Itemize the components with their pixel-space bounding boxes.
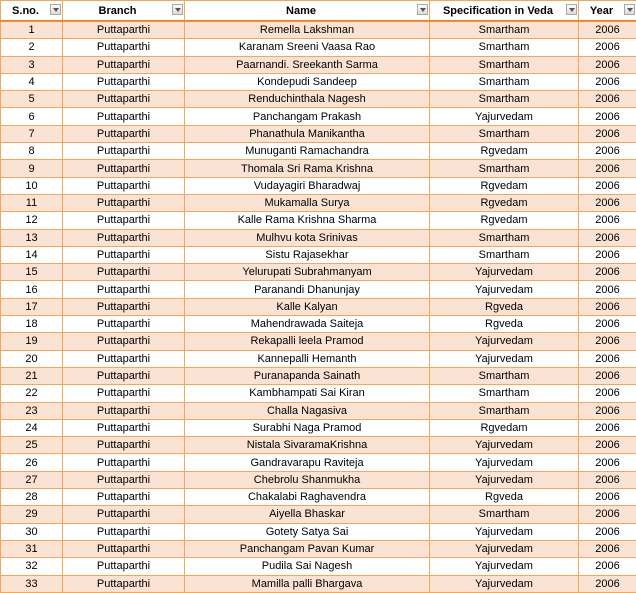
specification-cell[interactable]: Rgvedam	[430, 212, 579, 229]
col-header-sno[interactable]	[1, 1, 63, 22]
branch-cell[interactable]: Puttaparthi	[63, 281, 185, 298]
year-cell[interactable]: 2006	[579, 316, 636, 333]
name-cell[interactable]: Chakalabi Raghavendra	[185, 489, 430, 506]
specification-cell[interactable]: Yajurvedam	[430, 540, 579, 557]
table-row	[1, 471, 636, 488]
sno-cell[interactable]: 14	[1, 246, 63, 263]
specification-cell[interactable]: Yajurvedam	[430, 264, 579, 281]
sno-cell[interactable]: 22	[1, 385, 63, 402]
name-cell[interactable]: Puranapanda Sainath	[185, 367, 430, 384]
year-cell[interactable]: 2006	[579, 333, 636, 350]
branch-cell[interactable]: Puttaparthi	[63, 246, 185, 263]
branch-cell[interactable]: Puttaparthi	[63, 471, 185, 488]
header-row	[1, 1, 636, 22]
name-cell[interactable]: Yelurupati Subrahmanyam	[185, 264, 430, 281]
year-cell[interactable]: 2006	[579, 454, 636, 471]
specification-cell[interactable]: Yajurvedam	[430, 350, 579, 367]
year-cell[interactable]: 2006	[579, 125, 636, 142]
sno-cell[interactable]: 2	[1, 39, 63, 56]
branch-cell[interactable]: Puttaparthi	[63, 523, 185, 540]
sno-cell[interactable]: 10	[1, 177, 63, 194]
table-row	[1, 194, 636, 211]
table-row	[1, 489, 636, 506]
sno-cell[interactable]: 3	[1, 56, 63, 73]
sno-cell[interactable]: 15	[1, 264, 63, 281]
table-row	[1, 454, 636, 471]
year-cell[interactable]: 2006	[579, 471, 636, 488]
sno-cell[interactable]: 28	[1, 489, 63, 506]
year-cell[interactable]: 2006	[579, 298, 636, 315]
name-cell[interactable]: Gandravarapu Raviteja	[185, 454, 430, 471]
branch-cell[interactable]: Puttaparthi	[63, 160, 185, 177]
branch-cell[interactable]: Puttaparthi	[63, 108, 185, 125]
table-row	[1, 39, 636, 56]
year-cell[interactable]: 2006	[579, 73, 636, 90]
col-header-specification[interactable]	[430, 1, 579, 22]
table-row	[1, 540, 636, 557]
table-row	[1, 73, 636, 90]
sno-cell[interactable]: 27	[1, 471, 63, 488]
branch-cell[interactable]: Puttaparthi	[63, 489, 185, 506]
year-cell[interactable]: 2006	[579, 402, 636, 419]
table-row	[1, 419, 636, 436]
name-cell[interactable]: Paranandi Dhanunjay	[185, 281, 430, 298]
table-row	[1, 523, 636, 540]
name-cell[interactable]: Aiyella Bhaskar	[185, 506, 430, 523]
branch-cell[interactable]: Puttaparthi	[63, 73, 185, 90]
specification-cell[interactable]: Rgveda	[430, 316, 579, 333]
table-row	[1, 558, 636, 575]
branch-cell[interactable]: Puttaparthi	[63, 212, 185, 229]
table-row	[1, 143, 636, 160]
filter-dropdown-icon[interactable]	[172, 4, 183, 15]
table-header	[1, 1, 636, 22]
specification-cell[interactable]: Rgveda	[430, 489, 579, 506]
branch-cell[interactable]: Puttaparthi	[63, 229, 185, 246]
branch-cell[interactable]: Puttaparthi	[63, 264, 185, 281]
sno-cell[interactable]: 26	[1, 454, 63, 471]
table-row	[1, 108, 636, 125]
year-cell[interactable]: 2006	[579, 229, 636, 246]
specification-cell[interactable]: Rgvedam	[430, 419, 579, 436]
sno-cell[interactable]: 25	[1, 437, 63, 454]
year-cell[interactable]: 2006	[579, 523, 636, 540]
year-cell[interactable]: 2006	[579, 56, 636, 73]
specification-cell[interactable]: Yajurvedam	[430, 281, 579, 298]
name-cell[interactable]: Mulhvu kota Srinivas	[185, 229, 430, 246]
branch-cell[interactable]: Puttaparthi	[63, 385, 185, 402]
specification-cell[interactable]: Smartham	[430, 246, 579, 263]
year-cell[interactable]: 2006	[579, 385, 636, 402]
sno-cell[interactable]: 8	[1, 143, 63, 160]
year-cell[interactable]: 2006	[579, 246, 636, 263]
sno-cell[interactable]: 32	[1, 558, 63, 575]
table-row	[1, 385, 636, 402]
sno-cell[interactable]: 6	[1, 108, 63, 125]
table-row	[1, 281, 636, 298]
specification-cell[interactable]: Yajurvedam	[430, 454, 579, 471]
name-cell[interactable]: Thomala Sri Rama Krishna	[185, 160, 430, 177]
table-row	[1, 264, 636, 281]
table-row	[1, 437, 636, 454]
table-body	[1, 21, 636, 592]
branch-cell[interactable]: Puttaparthi	[63, 540, 185, 557]
sno-cell[interactable]: 21	[1, 367, 63, 384]
specification-cell[interactable]: Yajurvedam	[430, 558, 579, 575]
branch-cell[interactable]: Puttaparthi	[63, 437, 185, 454]
sno-cell[interactable]: 13	[1, 229, 63, 246]
branch-cell[interactable]: Puttaparthi	[63, 575, 185, 592]
name-cell[interactable]: Panchangam Prakash	[185, 108, 430, 125]
table-row	[1, 21, 636, 39]
year-cell[interactable]: 2006	[579, 350, 636, 367]
branch-cell[interactable]: Puttaparthi	[63, 125, 185, 142]
name-cell[interactable]: Renduchinthala Nagesh	[185, 91, 430, 108]
specification-cell[interactable]: Smartham	[430, 91, 579, 108]
specification-cell[interactable]: Smartham	[430, 73, 579, 90]
name-cell[interactable]: Kondepudi Sandeep	[185, 73, 430, 90]
year-cell[interactable]: 2006	[579, 39, 636, 56]
sno-cell[interactable]: 12	[1, 212, 63, 229]
specification-cell[interactable]: Rgveda	[430, 298, 579, 315]
branch-cell[interactable]: Puttaparthi	[63, 56, 185, 73]
sno-cell[interactable]: 33	[1, 575, 63, 592]
branch-cell[interactable]: Puttaparthi	[63, 298, 185, 315]
year-cell[interactable]: 2006	[579, 575, 636, 592]
year-cell[interactable]: 2006	[579, 264, 636, 281]
name-cell[interactable]: Paarnandi. Sreekanth Sarma	[185, 56, 430, 73]
branch-cell[interactable]: Puttaparthi	[63, 194, 185, 211]
branch-cell[interactable]: Puttaparthi	[63, 350, 185, 367]
branch-cell[interactable]: Puttaparthi	[63, 419, 185, 436]
branch-cell[interactable]: Puttaparthi	[63, 91, 185, 108]
table-row	[1, 298, 636, 315]
table-row	[1, 402, 636, 419]
year-cell[interactable]: 2006	[579, 143, 636, 160]
sno-cell[interactable]: 16	[1, 281, 63, 298]
col-header-label: Year	[590, 5, 613, 17]
table-row	[1, 212, 636, 229]
table-row	[1, 91, 636, 108]
name-cell[interactable]: Mamilla palli Bhargava	[185, 575, 430, 592]
name-cell[interactable]: Surabhi Naga Pramod	[185, 419, 430, 436]
name-cell[interactable]: Mukamalla Surya	[185, 194, 430, 211]
table-row	[1, 56, 636, 73]
branch-cell[interactable]: Puttaparthi	[63, 316, 185, 333]
table-row	[1, 333, 636, 350]
specification-cell[interactable]: Yajurvedam	[430, 333, 579, 350]
col-header-name[interactable]	[185, 1, 430, 22]
specification-cell[interactable]: Yajurvedam	[430, 523, 579, 540]
branch-cell[interactable]: Puttaparthi	[63, 333, 185, 350]
branch-cell[interactable]: Puttaparthi	[63, 506, 185, 523]
sno-cell[interactable]: 23	[1, 402, 63, 419]
year-cell[interactable]: 2006	[579, 212, 636, 229]
sno-cell[interactable]: 29	[1, 506, 63, 523]
table-row	[1, 177, 636, 194]
table-row	[1, 160, 636, 177]
branch-cell[interactable]: Puttaparthi	[63, 21, 185, 39]
year-cell[interactable]: 2006	[579, 194, 636, 211]
specification-cell[interactable]: Smartham	[430, 229, 579, 246]
sno-cell[interactable]: 4	[1, 73, 63, 90]
specification-cell[interactable]: Rgvedam	[430, 143, 579, 160]
sno-cell[interactable]: 18	[1, 316, 63, 333]
sno-cell[interactable]: 9	[1, 160, 63, 177]
specification-cell[interactable]: Yajurvedam	[430, 108, 579, 125]
name-cell[interactable]: Kalle Kalyan	[185, 298, 430, 315]
specification-cell[interactable]: Rgvedam	[430, 194, 579, 211]
sno-cell[interactable]: 24	[1, 419, 63, 436]
branch-cell[interactable]: Puttaparthi	[63, 402, 185, 419]
name-cell[interactable]: Vudayagiri Bharadwaj	[185, 177, 430, 194]
branch-cell[interactable]: Puttaparthi	[63, 39, 185, 56]
year-cell[interactable]: 2006	[579, 21, 636, 39]
table-row	[1, 350, 636, 367]
sno-cell[interactable]: 20	[1, 350, 63, 367]
name-cell[interactable]: Rekapalli leela Pramod	[185, 333, 430, 350]
table-row	[1, 575, 636, 592]
col-header-branch[interactable]	[63, 1, 185, 22]
name-cell[interactable]: Kambhampati Sai Kiran	[185, 385, 430, 402]
specification-cell[interactable]: Smartham	[430, 506, 579, 523]
year-cell[interactable]: 2006	[579, 437, 636, 454]
year-cell[interactable]: 2006	[579, 506, 636, 523]
specification-cell[interactable]: Rgvedam	[430, 177, 579, 194]
table-row	[1, 125, 636, 142]
table-row	[1, 367, 636, 384]
branch-cell[interactable]: Puttaparthi	[63, 177, 185, 194]
year-cell[interactable]: 2006	[579, 540, 636, 557]
col-header-label: S.no.	[12, 5, 39, 17]
year-cell[interactable]: 2006	[579, 419, 636, 436]
specification-cell[interactable]: Smartham	[430, 125, 579, 142]
name-cell[interactable]: Karanam Sreeni Vaasa Rao	[185, 39, 430, 56]
year-cell[interactable]: 2006	[579, 108, 636, 125]
sno-cell[interactable]: 31	[1, 540, 63, 557]
specification-cell[interactable]: Smartham	[430, 160, 579, 177]
specification-cell[interactable]: Smartham	[430, 56, 579, 73]
specification-cell[interactable]: Yajurvedam	[430, 437, 579, 454]
specification-cell[interactable]: Smartham	[430, 402, 579, 419]
name-cell[interactable]: Kannepalli Hemanth	[185, 350, 430, 367]
specification-cell[interactable]: Smartham	[430, 385, 579, 402]
name-cell[interactable]: Pudila Sai Nagesh	[185, 558, 430, 575]
table-row	[1, 246, 636, 263]
year-cell[interactable]: 2006	[579, 367, 636, 384]
branch-cell[interactable]: Puttaparthi	[63, 143, 185, 160]
name-cell[interactable]: Kalle Rama Krishna Sharma	[185, 212, 430, 229]
name-cell[interactable]: Challa Nagasiva	[185, 402, 430, 419]
col-header-year[interactable]	[579, 1, 636, 22]
sno-cell[interactable]: 7	[1, 125, 63, 142]
col-header-label: Specification in Veda	[443, 5, 553, 17]
specification-cell[interactable]: Smartham	[430, 367, 579, 384]
table-row	[1, 316, 636, 333]
sno-cell[interactable]: 17	[1, 298, 63, 315]
filter-dropdown-icon[interactable]	[566, 4, 577, 15]
name-cell[interactable]: Panchangam Pavan Kumar	[185, 540, 430, 557]
name-cell[interactable]: Gotety Satya Sai	[185, 523, 430, 540]
branch-cell[interactable]: Puttaparthi	[63, 558, 185, 575]
year-cell[interactable]: 2006	[579, 281, 636, 298]
sno-cell[interactable]: 30	[1, 523, 63, 540]
branch-cell[interactable]: Puttaparthi	[63, 367, 185, 384]
year-cell[interactable]: 2006	[579, 558, 636, 575]
filter-dropdown-icon[interactable]	[624, 4, 635, 15]
filter-dropdown-icon[interactable]	[417, 4, 428, 15]
col-header-label: Name	[286, 5, 316, 17]
name-cell[interactable]: Phanathula Manikantha	[185, 125, 430, 142]
sno-cell[interactable]: 19	[1, 333, 63, 350]
sno-cell[interactable]: 5	[1, 91, 63, 108]
year-cell[interactable]: 2006	[579, 177, 636, 194]
specification-cell[interactable]: Smartham	[430, 21, 579, 39]
name-cell[interactable]: Sistu Rajasekhar	[185, 246, 430, 263]
specification-cell[interactable]: Smartham	[430, 39, 579, 56]
sno-cell[interactable]: 1	[1, 21, 63, 39]
name-cell[interactable]: Chebrolu Shanmukha	[185, 471, 430, 488]
col-header-label: Branch	[99, 5, 137, 17]
branch-cell[interactable]: Puttaparthi	[63, 454, 185, 471]
table-row	[1, 229, 636, 246]
year-cell[interactable]: 2006	[579, 489, 636, 506]
specification-cell[interactable]: Yajurvedam	[430, 575, 579, 592]
sno-cell[interactable]: 11	[1, 194, 63, 211]
year-cell[interactable]: 2006	[579, 91, 636, 108]
name-cell[interactable]: Mahendrawada Saiteja	[185, 316, 430, 333]
year-cell[interactable]: 2006	[579, 160, 636, 177]
name-cell[interactable]: Munuganti Ramachandra	[185, 143, 430, 160]
name-cell[interactable]: Remella Lakshman	[185, 21, 430, 39]
name-cell[interactable]: Nistala SivaramaKrishna	[185, 437, 430, 454]
filter-dropdown-icon[interactable]	[50, 4, 61, 15]
specification-cell[interactable]: Yajurvedam	[430, 471, 579, 488]
table-row	[1, 506, 636, 523]
